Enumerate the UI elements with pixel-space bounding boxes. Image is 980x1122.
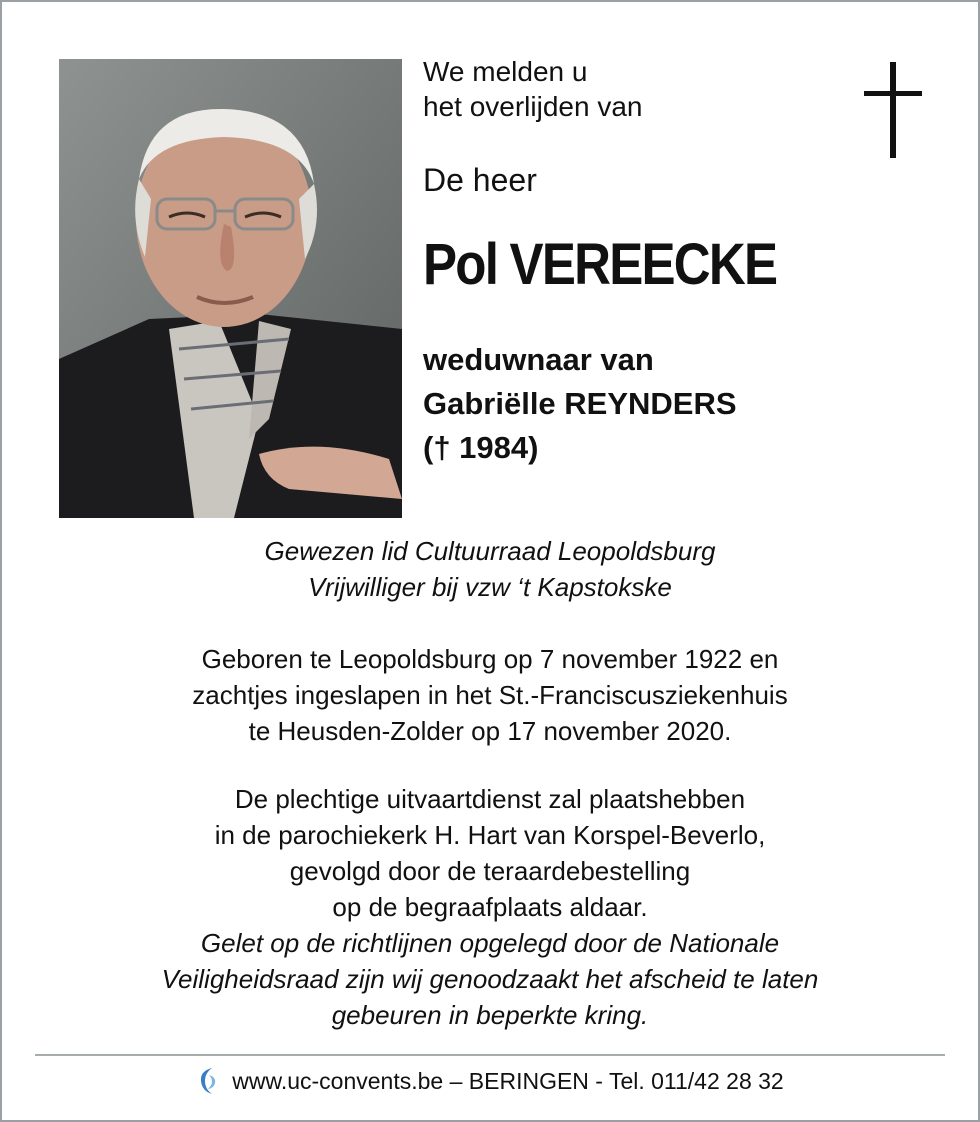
portrait-photo	[59, 59, 402, 518]
funeral-home-logo-icon	[196, 1065, 220, 1097]
role-line: Gewezen lid Cultuurraad Leopoldsburg	[264, 536, 716, 566]
footer-divider	[35, 1054, 945, 1056]
birth-line: Geboren te Leopoldsburg op 7 november 1922 en	[201, 644, 779, 674]
spouse-name: Gabriëlle REYNDERS	[423, 386, 737, 421]
salutation: De heer	[423, 162, 537, 198]
funeral-line: De plechtige uitvaartdienst zal plaatshebben	[234, 784, 746, 814]
intro-text	[423, 54, 642, 124]
spouse-info	[423, 338, 737, 470]
notice-line: Gelet op de richtlijnen opgelegd door de Nationale	[200, 928, 780, 958]
birth-line: zachtjes ingeslapen in het St.-Franciscusziekenhuis	[192, 680, 788, 710]
birth-line: te Heusden-Zolder op 17 november 2020.	[248, 716, 732, 746]
roles-block	[0, 533, 980, 605]
notice-line: gebeuren in beperkte kring.	[331, 1000, 649, 1030]
funeral-line: op de begraafplaats aldaar.	[332, 892, 648, 922]
funeral-line: in de parochiekerk H. Hart van Korspel-Beverlo,	[214, 820, 766, 850]
spouse-death-year: († 1984)	[423, 430, 539, 465]
birth-death-block	[0, 641, 980, 749]
intro-line-2: het overlijden van	[423, 91, 643, 122]
deceased-name: Pol VEREECKE	[423, 232, 777, 297]
funeral-block	[0, 781, 980, 1033]
role-line: Vrijwilliger bij vzw ‘t Kapstokske	[308, 572, 672, 602]
intro-line-1: We melden u	[423, 56, 588, 87]
footer-contact[interactable]: www.uc-convents.be – BERINGEN - Tel. 011/42 28 32	[232, 1068, 784, 1094]
footer	[0, 1064, 980, 1099]
cross-icon	[864, 62, 922, 158]
notice-line: Veiligheidsraad zijn wij genoodzaakt het afscheid te laten	[161, 964, 819, 994]
funeral-line: gevolgd door de teraardebestelling	[289, 856, 691, 886]
spouse-line-1: weduwnaar van	[423, 342, 654, 377]
